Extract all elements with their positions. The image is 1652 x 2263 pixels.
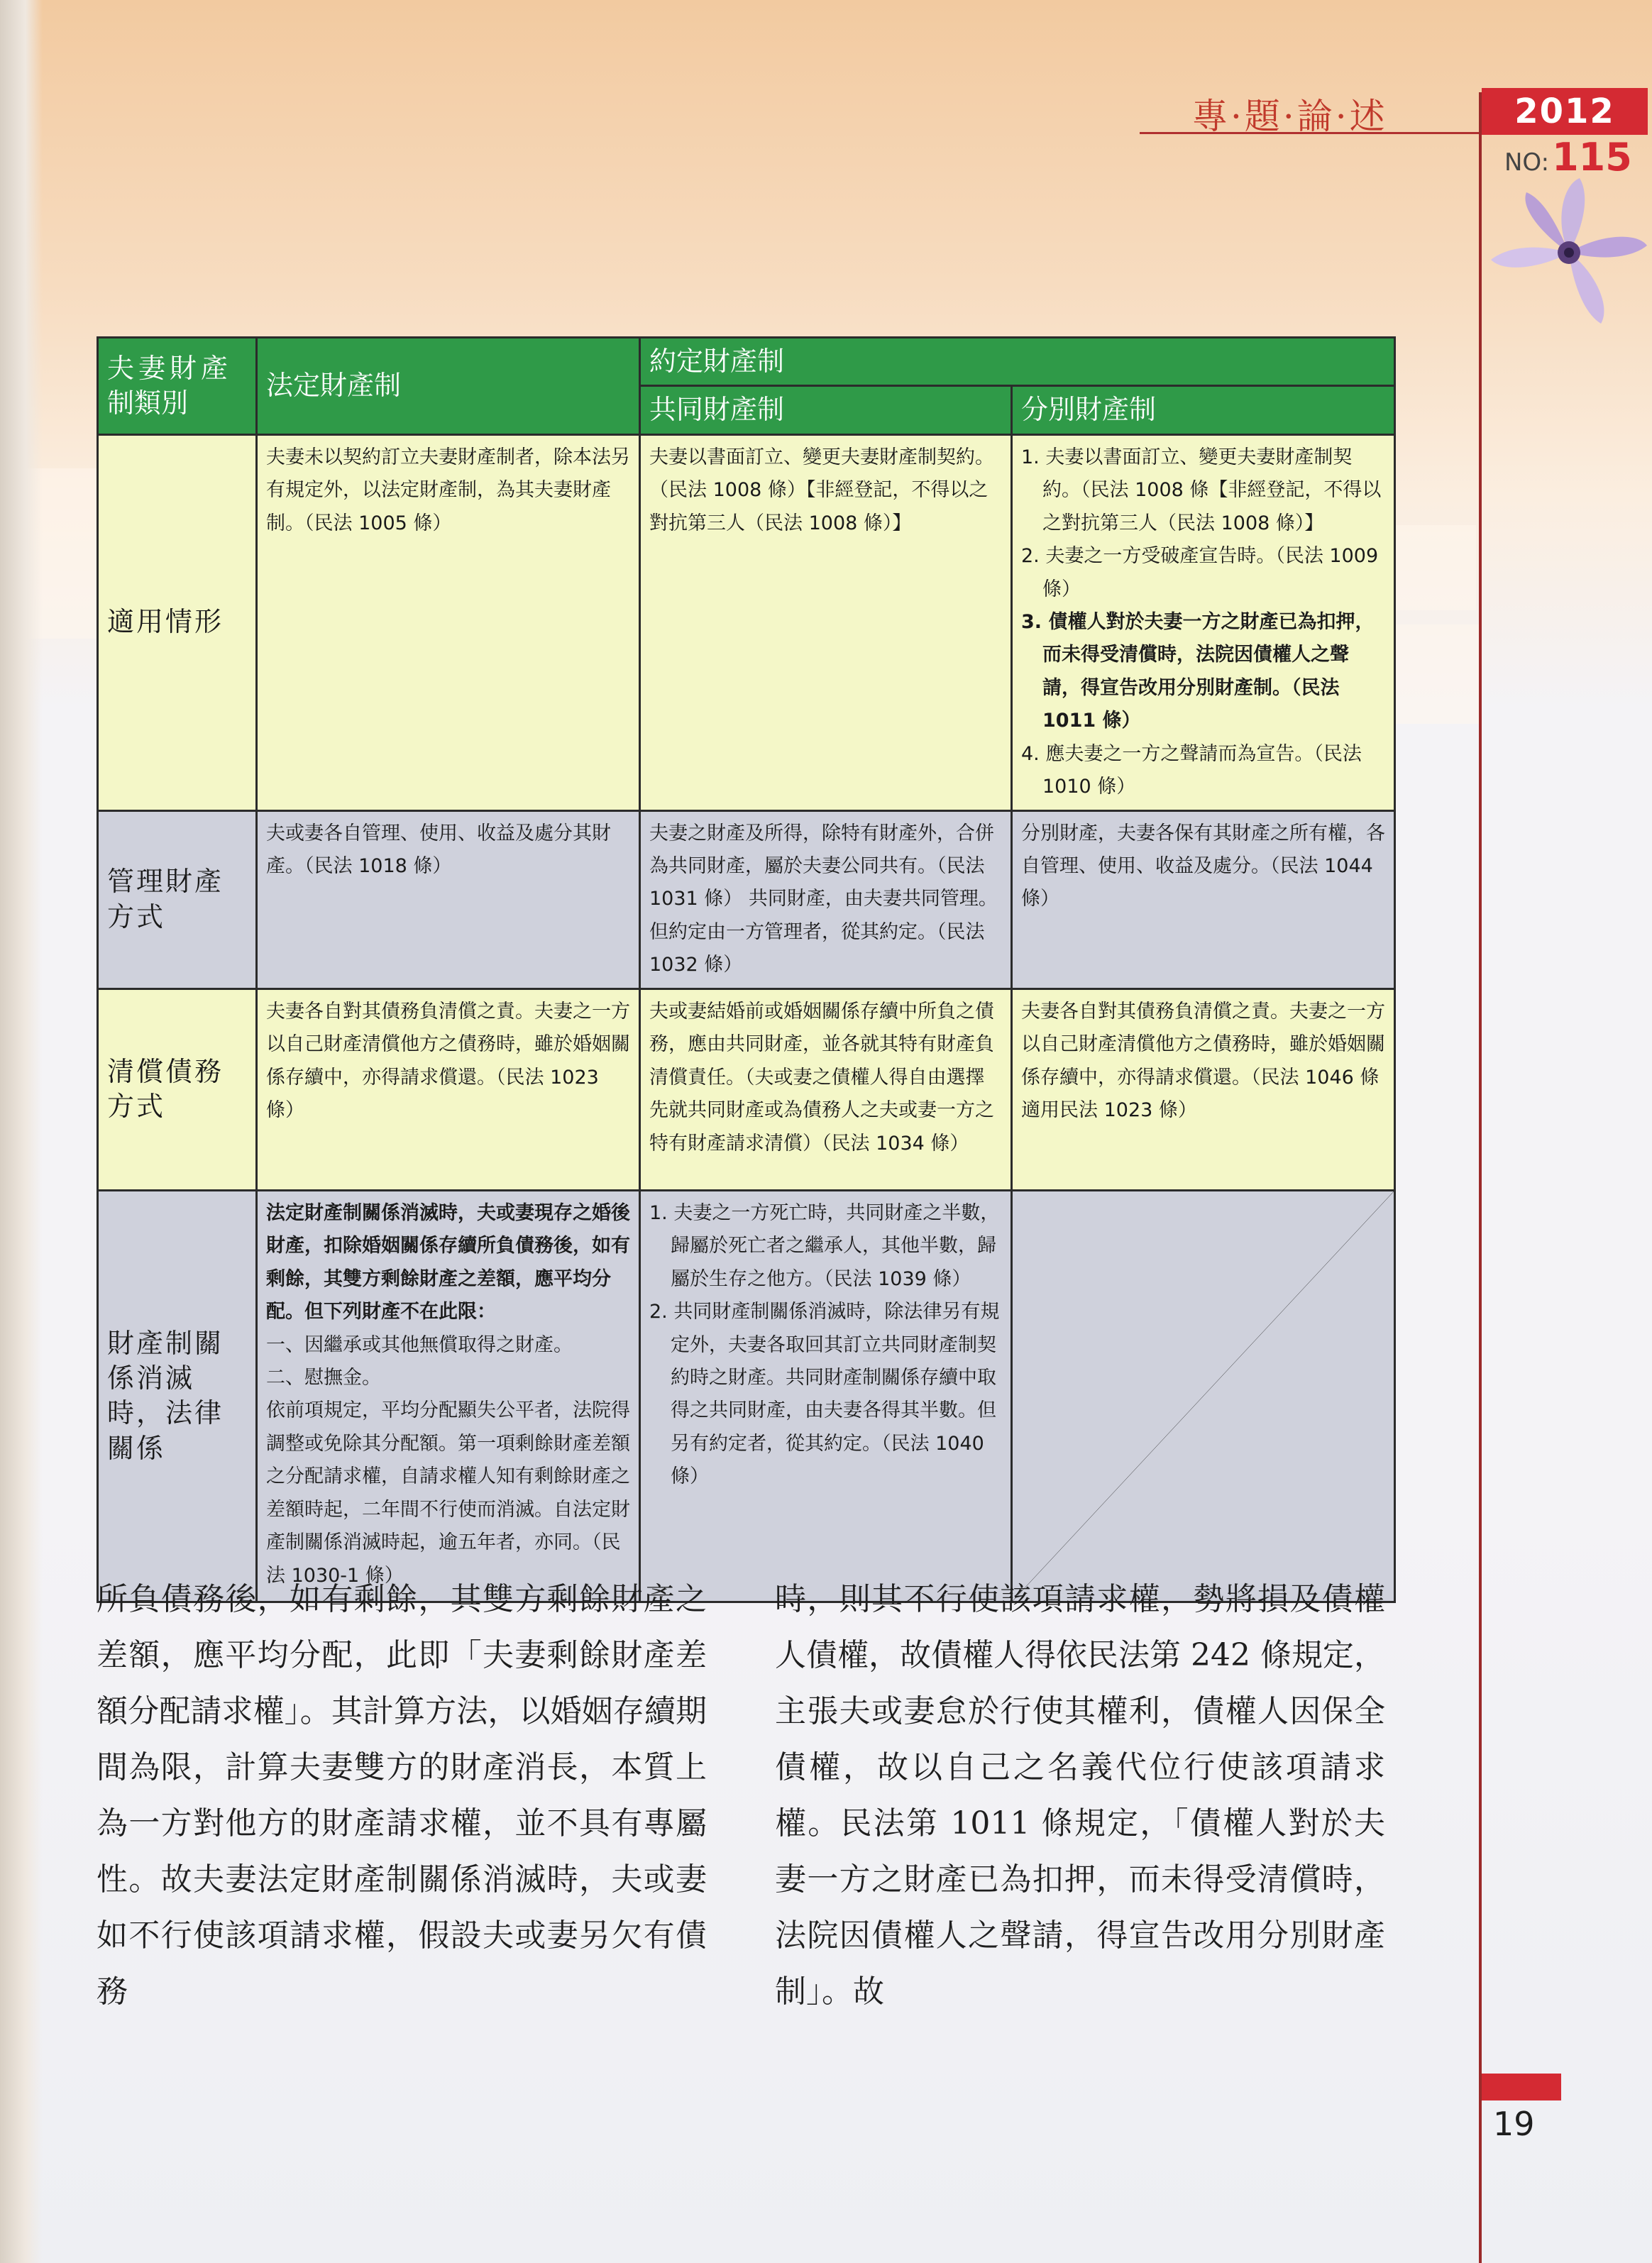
list-item: 1. 夫妻以書面訂立、變更夫妻財產制契約。（民法 1008 條【非經登記，不得以之對抗第三人（民法 1008 條）】 [1021, 446, 1382, 534]
cell-legal-applicability: 夫妻未以契約訂立夫妻財產制者，除本法另有規定外，以法定財產制，為其夫妻財產制。（民法 1005 條） [257, 434, 640, 810]
text-paragraph: 二、慰撫金。 [266, 1366, 381, 1389]
cell-community-debt: 夫或妻結婚前或婚姻關係存續中所負之債務，應由共同財產，並各就其特有財產負清償責任。（夫或妻之債權人得自由選擇先就共同財產或為債務人之夫或妻一方之特有財產請求清償）（民法 1034 條） [640, 989, 1012, 1190]
page-tab-marker [1482, 2074, 1561, 2100]
text-paragraph: 法定財產制關係消滅時，夫或妻現存之婚後財產，扣除婚姻關係存續所負債務後，如有剩餘，其雙方剩餘財產之差額，應平均分配。但下列財產不在此限： [266, 1201, 630, 1323]
year-badge: 2012 [1482, 88, 1648, 135]
separate-regime-header: 分別財產制 [1012, 386, 1395, 434]
cell-legal-debt: 夫妻各自對其債務負清償之責。夫妻之一方以自己財產清償他方之債務時，雖於婚姻關係存續中，亦得請求償還。（民法 1023 條） [257, 989, 640, 1190]
lily-flower-icon [1480, 175, 1651, 338]
row-label-dissolution: 財產制關係消滅時，法律關係 [98, 1190, 257, 1602]
page-edge-shadow [0, 0, 43, 2263]
body-column-left: 所負債務後，如有剩餘，其雙方剩餘財產之差額，應平均分配，此即「夫妻剩餘財產差額分配請求權」。其計算方法，以婚姻存續期間為限，計算夫妻雙方的財產消長，本質上為一方對他方的財產請求權，並不具有專屬性。故夫妻法定財產制關係消滅時，夫或妻如不行使該項請求權，假設夫或妻另欠有債務 [97, 1581, 707, 2010]
cell-separate-management: 分別財產，夫妻各保有其財產之所有權，各自管理、使用、收益及處分。（民法 1044 條） [1012, 810, 1395, 989]
cell-separate-dissolution-empty [1012, 1190, 1395, 1602]
marital-property-table [97, 336, 1396, 1603]
issue-value: 115 [1552, 135, 1632, 180]
row-label-management: 管理財產方式 [98, 810, 257, 989]
list-item: 1. 夫妻之一方死亡時，共同財產之半數，歸屬於死亡者之繼承人，其他半數，歸屬於生存之他方。（民法 1039 條） [649, 1201, 1000, 1290]
agreed-regime-header: 約定財產制 [640, 338, 1395, 386]
corner-header-line2: 制類別 [107, 387, 189, 419]
list-item: 4. 應夫妻之一方之聲請而為宣告。（民法 1010 條） [1021, 742, 1362, 798]
cell-separate-applicability [1012, 434, 1395, 810]
list-item: 2. 夫妻之一方受破產宣告時。（民法 1009 條） [1021, 545, 1379, 600]
text-paragraph: 一、因繼承或其他無償取得之財產。 [266, 1333, 573, 1356]
margin-vertical-line [1479, 92, 1482, 2263]
cell-legal-management: 夫或妻各自管理、使用、收益及處分其財產。（民法 1018 條） [257, 810, 640, 989]
text-paragraph: 依前項規定，平均分配顯失公平者，法院得調整或免除其分配額。第一項剩餘財產差額之分配請求權，自請求權人知有剩餘財產之差額時起，二年間不行使而消滅。自法定財產制關係消滅時起，逾五年者，亦同。（民法 1030-1 條） [266, 1399, 630, 1587]
body-column-right: 時，則其不行使該項請求權，勢將損及債權人債權，故債權人得依民法第 242 條規定，主張夫或妻怠於行使其權利，債權人因保全債權，故以自己之名義代位行使該項請求權。民法第 1011 條規定，「債權人對於夫妻一方之財產已為扣押，而未得受清償時，法院因債權人之聲請，得宣告改用分別財產制」。故 [775, 1581, 1385, 2010]
series-title: 專·題·論·述 [1192, 96, 1388, 137]
legal-regime-header: 法定財產制 [257, 338, 640, 435]
issue-label: NO: [1504, 148, 1550, 177]
corner-header-line1: 夫妻財產 [107, 352, 233, 384]
row-label-applicability: 適用情形 [98, 434, 257, 810]
community-regime-header: 共同財產制 [640, 386, 1012, 434]
list-item: 3. 債權人對於夫妻一方之財產已為扣押，而未得受清償時，法院因債權人之聲請，得宣告改用分別財產制。（民法 1011 條） [1021, 610, 1375, 732]
row-label-debt: 清償債務方式 [98, 989, 257, 1190]
cell-community-dissolution [640, 1190, 1012, 1602]
cell-legal-dissolution [257, 1190, 640, 1602]
decor-mosaic [1391, 624, 1479, 724]
cell-community-management: 夫妻之財產及所得，除特有財產外，合併為共同財產，屬於夫妻公同共有。（民法 1031 條） 共同財產，由夫妻共同管理。但約定由一方管理者，從其約定。（民法 1032 條） [640, 810, 1012, 989]
page-number: 19 [1493, 2105, 1535, 2143]
corner-header [98, 338, 257, 435]
cell-community-applicability: 夫妻以書面訂立、變更夫妻財產制契約。（民法 1008 條）【非經登記，不得以之對抗第三人（民法 1008 條）】 [640, 434, 1012, 810]
diagonal-slash [1013, 1191, 1394, 1601]
cell-separate-debt: 夫妻各自對其債務負清償之責。夫妻之一方以自己財產清償他方之債務時，雖於婚姻關係存續中，亦得請求償還。（民法 1046 條適用民法 1023 條） [1012, 989, 1395, 1190]
list-item: 2. 共同財產制關係消滅時，除法律另有規定外，夫妻各取回其訂立共同財產制契約時之財產。共同財產制關係存續中取得之共同財產，由夫妻各得其半數。但另有約定者，從其約定。（民法 1040 條） [649, 1301, 1000, 1488]
